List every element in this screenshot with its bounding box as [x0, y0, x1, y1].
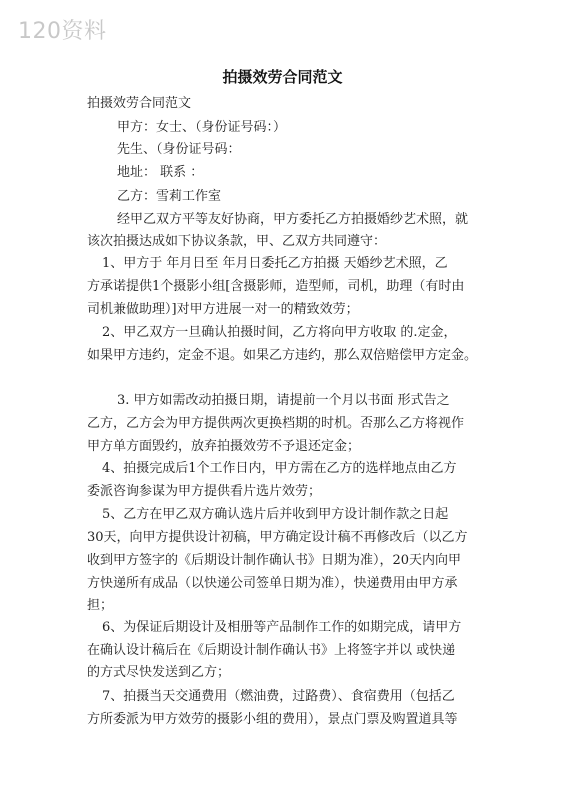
party-a-line: 甲方：女士、（身份证号码：） [117, 120, 287, 135]
paragraph-line: 的方式尽快发送到乙方； [87, 665, 231, 680]
paragraph-line: 3. 甲方如需改动拍摄日期，请提前一个月以书面 形式告之 [117, 393, 450, 408]
paragraph-line: 6、为保证后期设计及相册等产品制作工作的如期完成，请甲方 [102, 620, 462, 635]
paragraph-line: 2、甲乙双方一旦确认拍摄时间，乙方将向甲方收取 的.定金， [102, 325, 457, 340]
paragraph-line: 30天，向甲方提供设计初稿，甲方确定设计稿不再修改后（以乙方 [87, 530, 468, 545]
paragraph-line: 方快递所有成品（以快递公司签单日期为准），快递费用由甲方承 [87, 576, 458, 591]
paragraph-line: 如果甲方违约，定金不退。如果乙方违约，那么双倍赔偿甲方定金。 [87, 348, 478, 363]
party-b-line: 乙方：雪莉工作室 [117, 189, 222, 204]
paragraph-line: 该次拍摄达成如下协议条款，甲、乙双方共同遵守： [87, 234, 387, 249]
paragraph-line: 担； [87, 598, 114, 613]
paragraph-line: 1、甲方于 年月日至 年月日委托乙方拍摄 天婚纱艺术照，乙 [102, 256, 448, 271]
paragraph-line: 方所委派为甲方效劳的摄影小组的费用），景点门票及购置道具等 [87, 712, 458, 727]
paragraph-line: 甲方单方面毁约，放弃拍摄效劳不予退还定金； [87, 439, 361, 454]
doc-subtitle: 拍摄效劳合同范文 [87, 96, 192, 111]
party-a-mr-line: 先生、（身份证号码： [117, 142, 241, 157]
paragraph-line: 委派咨询参谋为甲方提供看片选片效劳； [87, 484, 322, 499]
paragraph-line: 司机兼做助理）]对甲方进展一对一的精致效劳； [87, 302, 359, 317]
watermark: 120资料 [18, 19, 107, 44]
address-line: 地址： 联系 ： [117, 165, 204, 180]
paragraph-line: 5、乙方在甲乙双方确认选片后并收到甲方设计制作款之日起 [102, 507, 449, 522]
document-title: 拍摄效劳合同范文 [222, 68, 343, 86]
paragraph-line: 收到甲方签字的《后期设计制作确认书》日期为准），20天内向甲 [87, 553, 462, 568]
paragraph-line: 7、拍摄当天交通费用（燃油费，过路费）、食宿费用（包括乙 [102, 689, 455, 704]
paragraph-line: 乙方，乙方会为甲方提供两次更换档期的时机。否那么乙方将视作 [87, 416, 465, 431]
paragraph-line: 经甲乙双方平等友好协商，甲方委托乙方拍摄婚纱艺术照，就 [117, 212, 469, 227]
paragraph-line: 在确认设计稿后在《后期设计制作确认书》上将签字并以 或快递 [87, 643, 456, 658]
paragraph-line: 4、拍摄完成后1个工作日内，甲方需在乙方的选样地点由乙方 [102, 461, 457, 476]
paragraph-line: 方承诺提供1个摄影小组[含摄影师，造型师，司机，助理（有时由 [87, 279, 465, 294]
